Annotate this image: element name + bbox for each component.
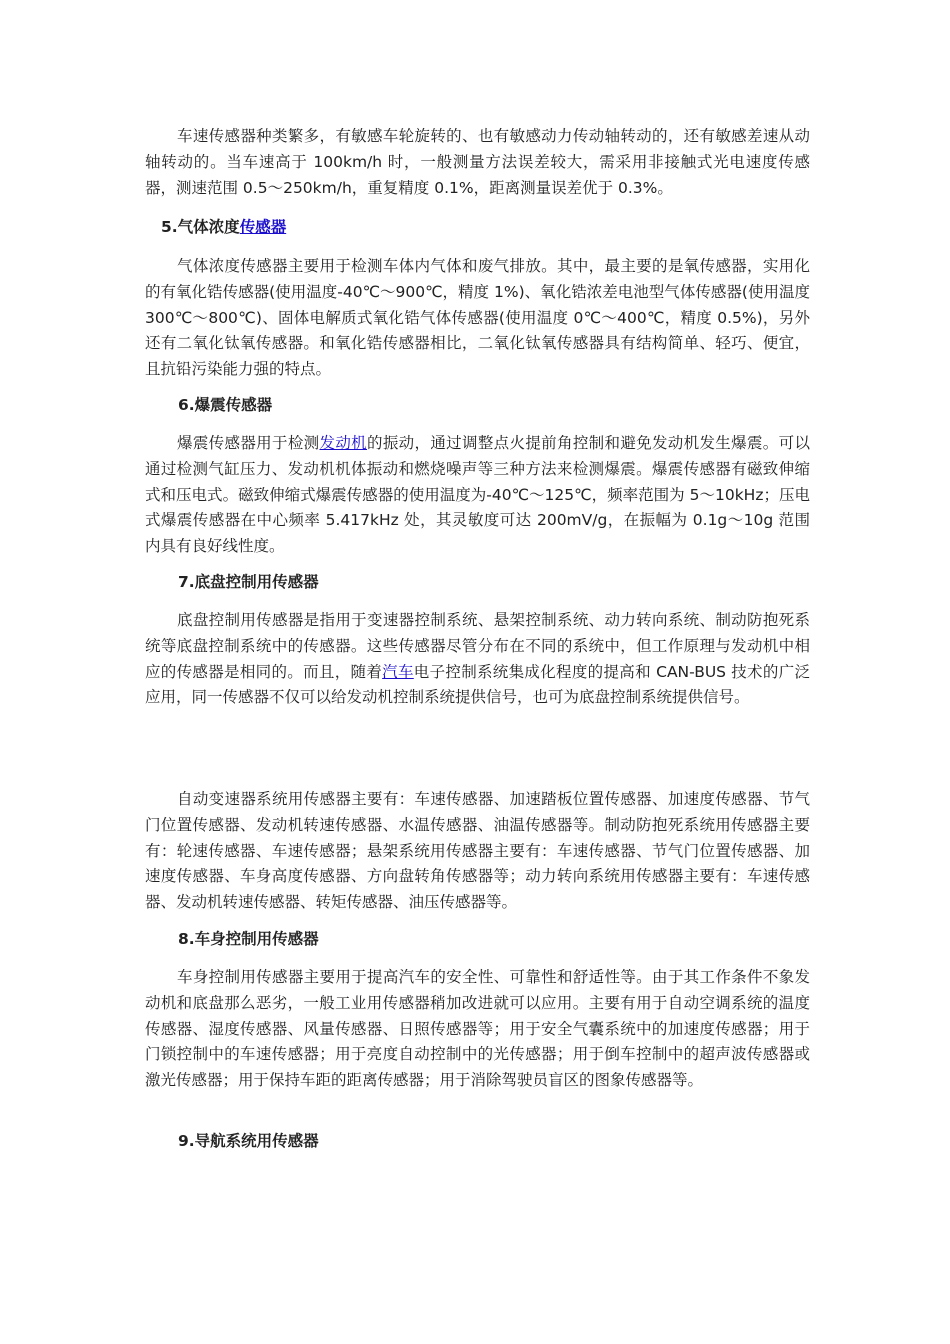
heading-body-sensor: 8.车身控制用传感器: [178, 930, 319, 948]
link-engine[interactable]: 发动机: [319, 434, 367, 452]
paragraph-vehicle-speed: [145, 124, 810, 201]
paragraph-knock: [145, 431, 810, 560]
paragraph-text: 车身控制用传感器主要用于提高汽车的安全性、可靠性和舒适性等。由于其工作条件不象发动机和底盘那么恶劣，一般工业用传感器稍加改进就可以应用。主要有用于自动空调系统的温度传感器、湿度传感器、风量传感器、日照传感器等；用于安全气囊系统中的加速度传感器；用于门锁控制中的车速传感器；用于亮度自动控制中的光传感器；用于倒车控制中的超声波传感器或激光传感器；用于保持车距的距离传感器；用于消除驾驶员盲区的图象传感器等。: [145, 968, 810, 1090]
paragraph-text: 车速传感器种类繁多，有敏感车轮旋转的、也有敏感动力传动轴转动的，还有敏感差速从动轴转动的。当车速高于 100km/h 时，一般测量方法误差较大，需采用非接触式光电速度传感器，测速范围 0.5～250km/h，重复精度 0.1%，距离测量误差优于 0.3%。: [145, 127, 810, 197]
heading-navigation-sensor: 9.导航系统用传感器: [178, 1132, 319, 1150]
link-sensor[interactable]: 传感器: [239, 218, 287, 236]
paragraph-text: [145, 608, 810, 711]
link-automobile[interactable]: 汽车: [382, 662, 414, 681]
heading-text: 5.气体浓度: [161, 218, 240, 236]
text-span: 爆震传感器用于检测: [177, 434, 320, 452]
text-span: 的振动，通过调整点火提前角控制和避免发动机发生爆震。可以通过检测气缸压力、发动机机体振动和燃烧噪声等三种方法来检测爆震。爆震传感器有磁致伸缩式和压电式。磁致伸缩式爆震传感器的使用温度为-40℃～125℃，频率范围为 5～10kHz；压电式爆震传感器在中心频率 5.417kHz 处，其灵敏度可达 200mV/g，在振幅为 0.1g～10g 范围内具有良好线性度。: [145, 434, 810, 556]
heading-chassis-sensor: 7.底盘控制用传感器: [178, 573, 319, 591]
paragraph-text: [145, 431, 810, 560]
paragraph-transmission: [145, 787, 810, 916]
paragraph-chassis: [145, 608, 810, 711]
heading-gas-sensor: [161, 216, 286, 238]
paragraph-text: 气体浓度传感器主要用于检测车体内气体和废气排放。其中，最主要的是氧传感器，实用化的有氧化锆传感器(使用温度-40℃～900℃，精度 1%)、氧化锆浓差电池型气体传感器(使用温度 300℃～800℃)、固体电解质式氧化锆气体传感器(使用温度 0℃～400℃，精度 0.5%)，另外还有二氧化钛氧传感器。和氧化锆传感器相比，二氧化钛氧传感器具有结构简单、轻巧、便宜，且抗铅污染能力强的特点。: [145, 257, 810, 379]
text-span: 底盘控制用传感器是指用于变速器控制系统、悬架控制系统、动力转向系统、制动防抱死系统等底盘控制系统中的传感器。这些传感器尽管分布在不同的系统中，但工作原理与发动机中相应的传感器是相同的。而且，随着: [145, 611, 810, 681]
paragraph-text: 自动变速器系统用传感器主要有：车速传感器、加速踏板位置传感器、加速度传感器、节气门位置传感器、发动机转速传感器、水温传感器、油温传感器等。制动防抱死系统用传感器主要有：轮速传感器、车速传感器；悬架系统用传感器主要有：车速传感器、节气门位置传感器、加速度传感器、车身高度传感器、方向盘转角传感器等；动力转向系统用传感器主要有：车速传感器、发动机转速传感器、转矩传感器、油压传感器等。: [145, 790, 810, 912]
paragraph-gas-concentration: [145, 254, 810, 383]
paragraph-body-control: [145, 965, 810, 1094]
heading-knock-sensor: 6.爆震传感器: [178, 396, 273, 414]
text-span: 电子控制系统集成化程度的提高和 CAN-BUS 技术的广泛应用，同一传感器不仅可以给发动机控制系统提供信号，也可为底盘控制系统提供信号。: [145, 662, 810, 707]
